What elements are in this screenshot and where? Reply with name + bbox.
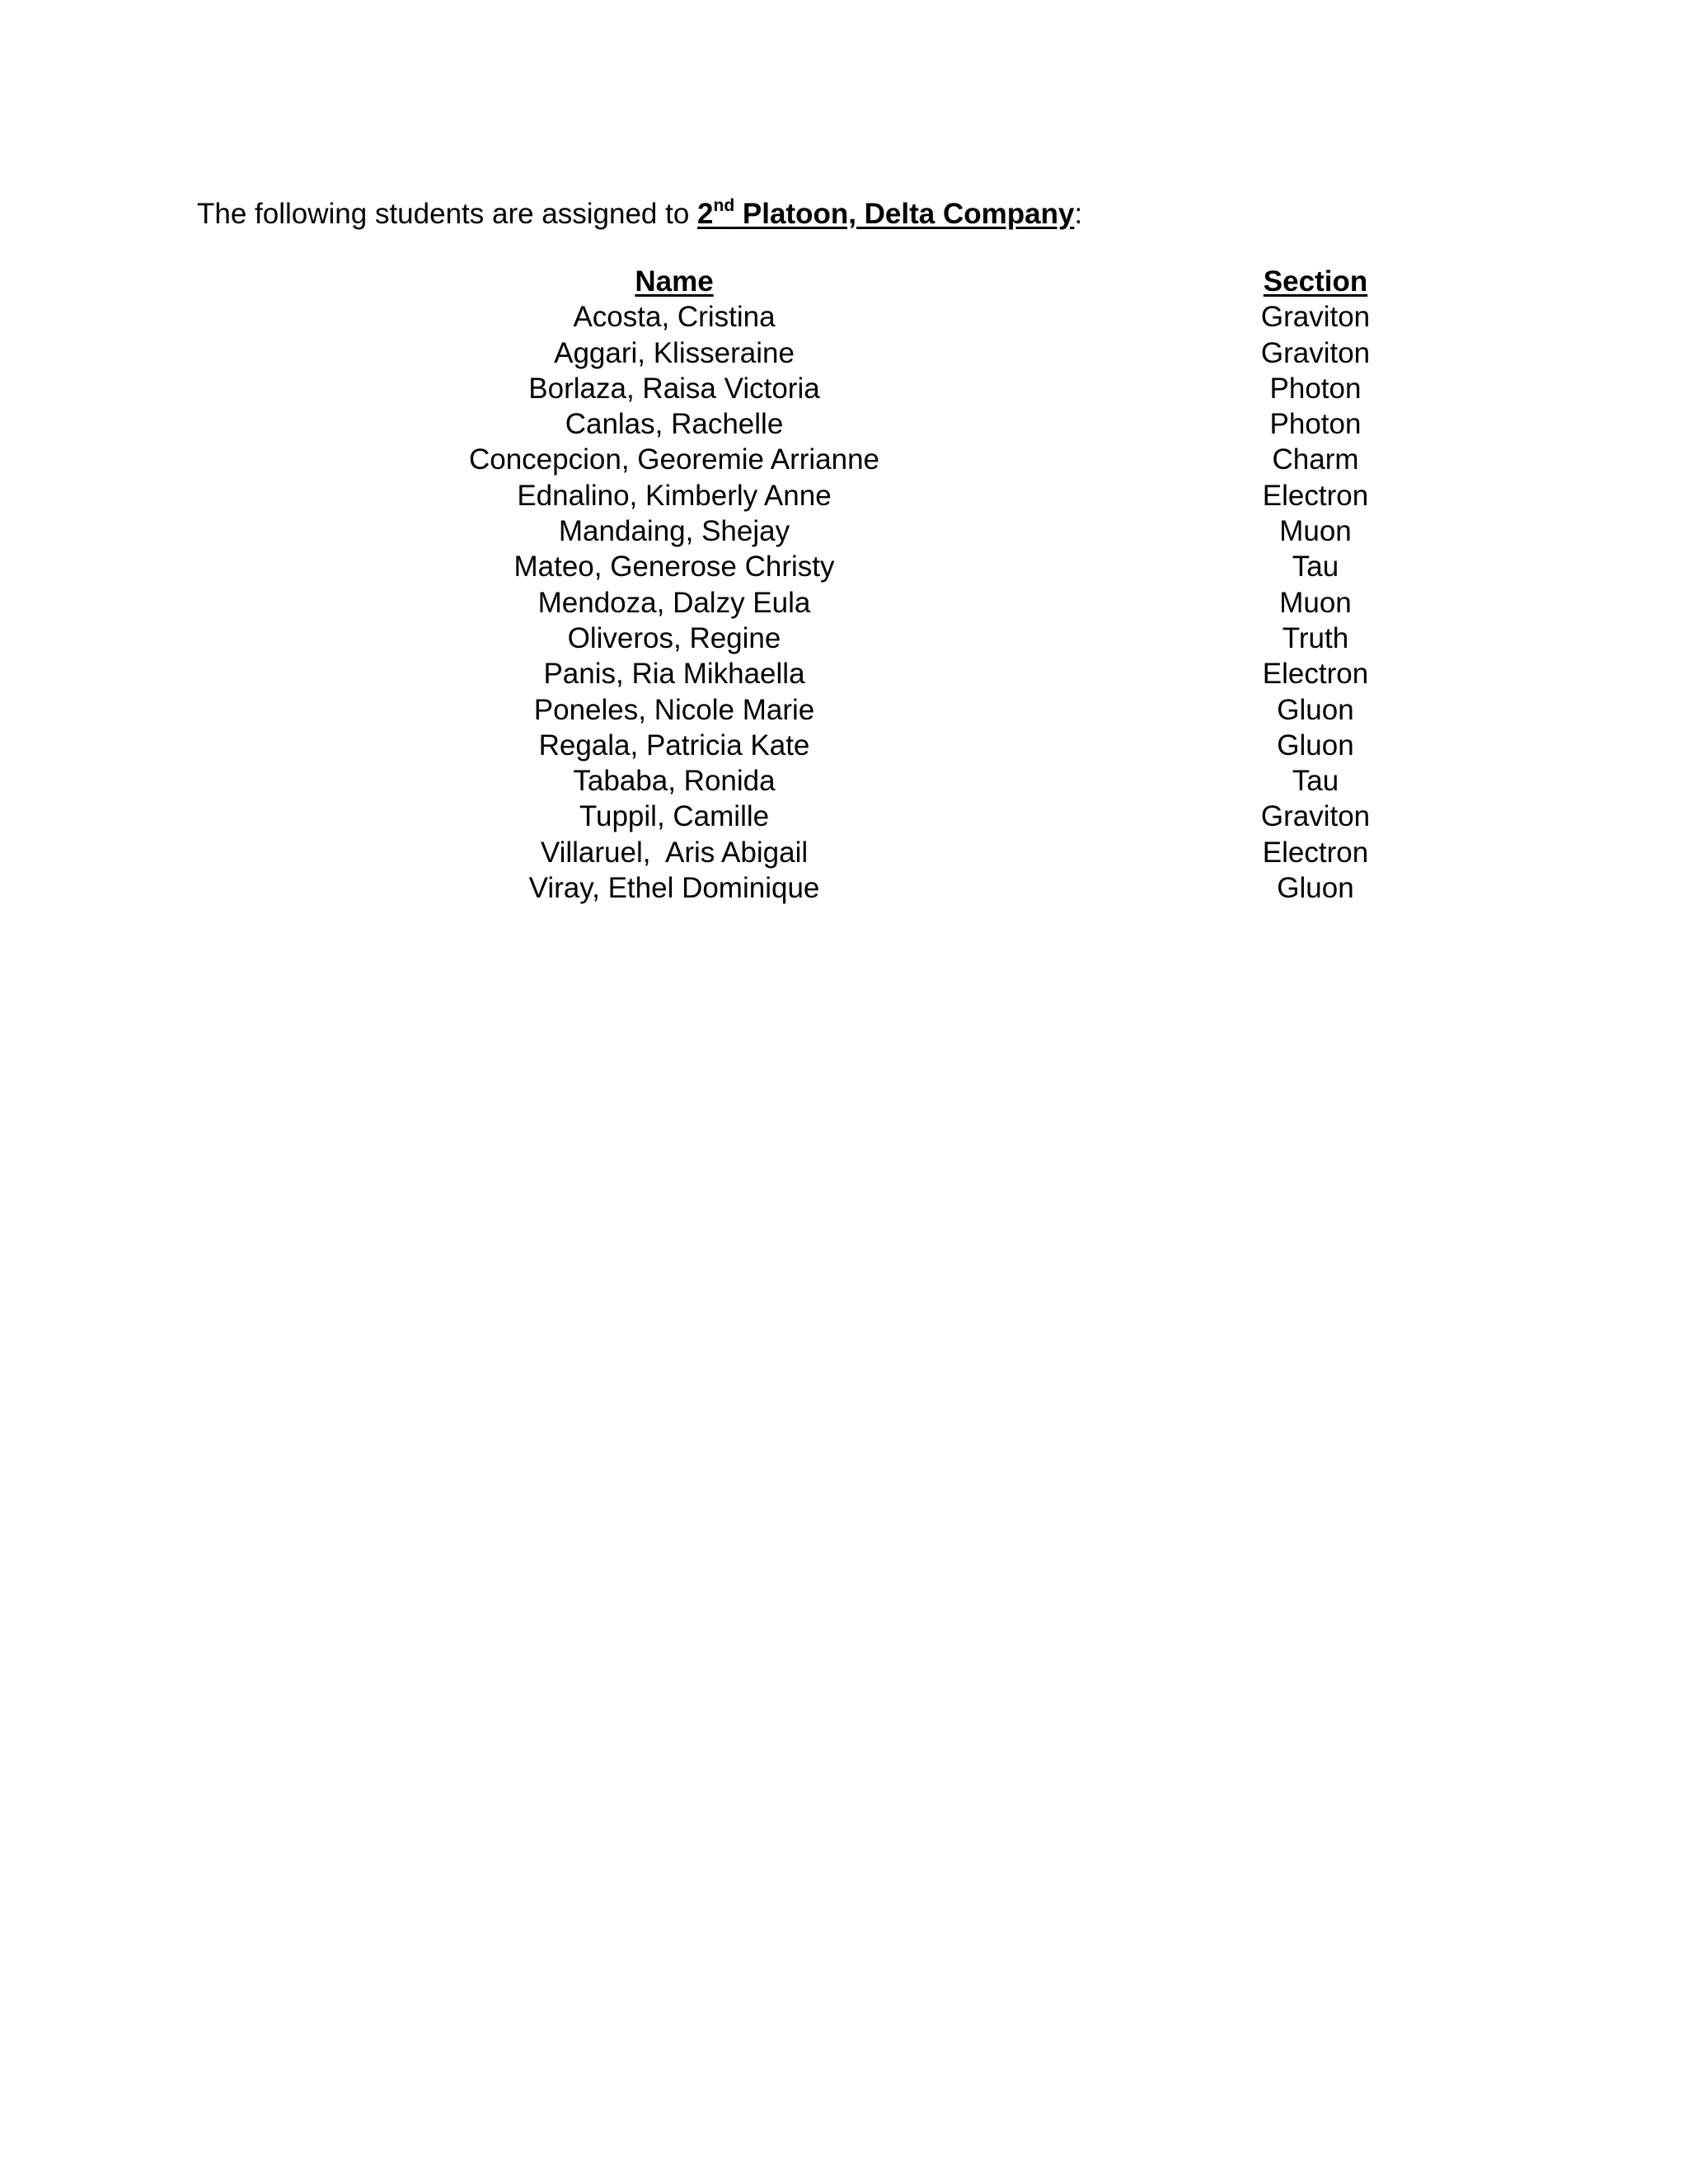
table-body [0,299,1688,906]
student-section-cell: Charm [1272,443,1359,476]
student-section-cell: Electron [1262,658,1369,691]
table-row [0,585,1688,621]
student-section-cell: Photon [1269,408,1362,441]
student-section-cell: Gluon [1277,872,1354,905]
student-name-cell: Ednalino, Kimberly Anne [517,479,832,512]
platoon-assignment [697,198,1074,230]
student-name-cell: Tababa, Ronida [573,765,776,798]
table-row [0,549,1688,584]
name-column-header: Name [635,265,714,298]
intro-suffix: : [1074,198,1083,230]
student-name-cell: Viray, Ethel Dominique [528,872,820,905]
table-row [0,406,1688,442]
table-row [0,478,1688,513]
table-row [0,513,1688,549]
student-name-cell: Mendoza, Dalzy Eula [537,586,811,619]
student-name-cell: Tuppil, Camille [579,800,770,833]
student-section-cell: Photon [1269,372,1362,405]
table-row [0,835,1688,870]
student-name-cell: Oliveros, Regine [567,621,781,654]
student-section-cell: Gluon [1277,693,1354,726]
table-row [0,763,1688,799]
student-section-cell: Graviton [1260,800,1371,833]
student-name-cell: Poneles, Nicole Marie [533,693,815,726]
ordinal-suffix: nd [713,196,735,215]
table-row [0,299,1688,335]
table-row [0,335,1688,371]
table-row [0,371,1688,406]
student-section-cell: Gluon [1277,729,1354,762]
table-row [0,728,1688,763]
student-name-cell: Panis, Ria Mikhaella [543,658,805,691]
student-name-cell: Villaruel, Aris Abigail [540,836,809,869]
student-section-cell: Tau [1292,551,1339,583]
table-row [0,692,1688,728]
intro-sentence [197,191,1082,237]
student-name-cell: Canlas, Rachelle [565,408,784,441]
student-name-cell: Acosta, Cristina [573,301,776,334]
student-name-cell: Aggari, Klisseraine [554,336,795,369]
student-section-cell: Graviton [1260,301,1371,334]
table-header-row [0,264,1688,299]
student-name-cell: Borlaza, Raisa Victoria [528,372,820,405]
student-name-cell: Concepcion, Georemie Arrianne [468,443,880,476]
student-section-cell: Electron [1262,479,1369,512]
ordinal-number: 2 [697,198,714,230]
table-row [0,621,1688,656]
intro-prefix: The following students are assigned to [197,198,698,230]
student-name-cell: Mandaing, Shejay [558,515,790,548]
student-section-cell: Truth [1282,621,1349,654]
student-section-cell: Tau [1292,765,1339,798]
table-row [0,442,1688,477]
table-row [0,799,1688,834]
student-section-cell: Muon [1279,586,1352,619]
student-section-cell: Electron [1262,836,1369,869]
student-name-cell: Regala, Patricia Kate [538,729,810,762]
student-section-cell: Graviton [1260,336,1371,369]
student-section-cell: Muon [1279,515,1352,548]
table-row [0,656,1688,691]
table-row [0,870,1688,906]
student-table [0,264,1688,906]
assignment-label: Platoon, Delta Company [734,198,1075,230]
section-column-header: Section [1263,265,1368,298]
student-name-cell: Mateo, Generose Christy [513,551,835,583]
